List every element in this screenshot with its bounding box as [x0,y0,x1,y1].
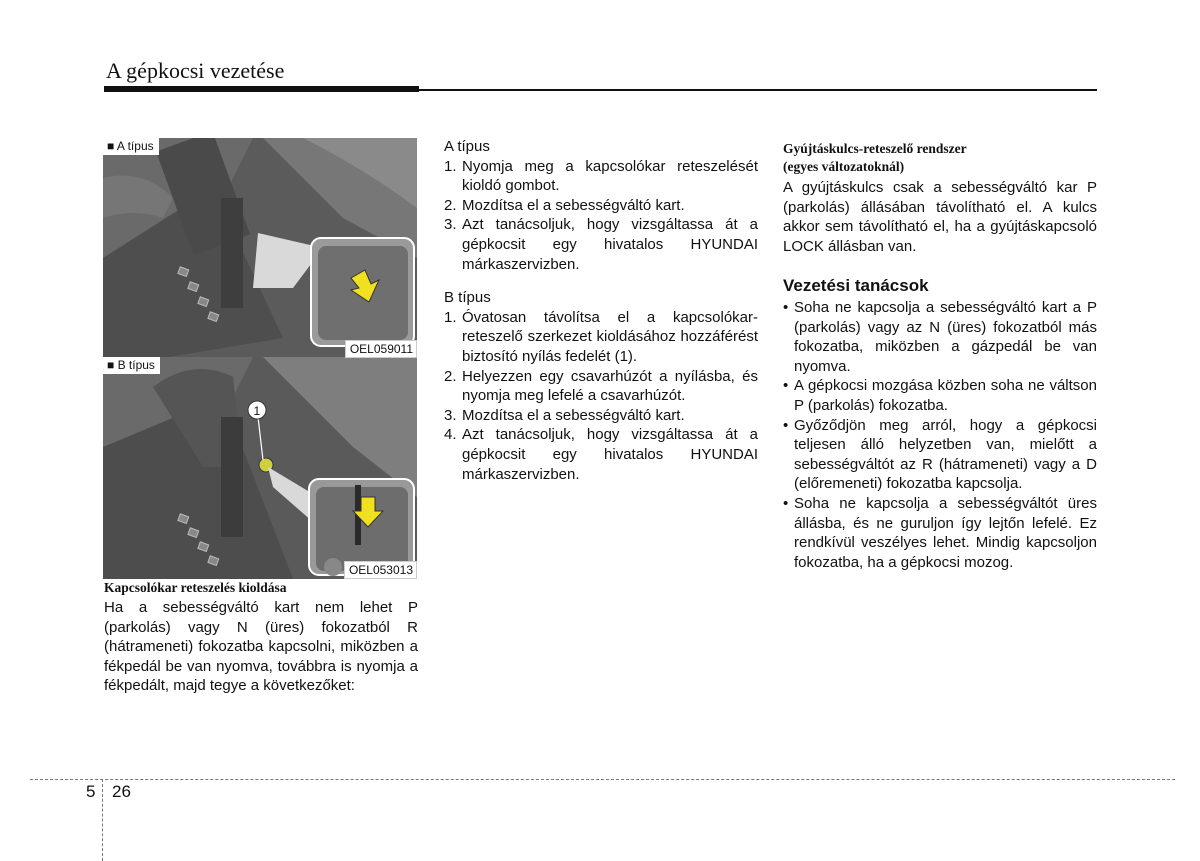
left-column [104,580,418,696]
type-a-title: A típus [444,138,490,155]
bullet-icon: • [783,494,789,512]
tip-text: A gépkocsi mozgása közben soha ne váltson P (parkolás) fokozatba. [794,377,1097,414]
type-a-steps [444,157,758,275]
ignition-heading-line-1: Gyújtáskulcs-reteszelő rendszer [783,141,967,156]
step-number: 2. [444,196,457,214]
shifter-illustration-a [103,138,417,358]
bullet-icon: • [783,377,789,395]
figure-code: OEL059011 [345,340,417,358]
tip-text: Soha ne kapcsolja a sebességváltót üres állásba, és ne guruljon így lejtőn lefelé. Ez rendkívül veszélyes lehet. Mindig kapcsoljon fokozatba, ha a gépkocsi mozog. [794,494,1097,571]
figure-code: OEL053013 [344,561,417,579]
list-item [783,298,1097,376]
figure-type-b [103,357,417,579]
list-item [444,406,758,426]
type-b-title: B típus [444,289,491,307]
step-text: Azt tanácsoljuk, hogy vizsgáltassa át a gépkocsit egy hivatalos HYUNDAI márkaszervizben. [462,216,758,273]
list-item [444,367,758,406]
step-text: Helyezzen egy csavarhúzót a nyílásba, és nyomja meg lefelé a csavarhúzót. [462,367,758,405]
bullet-icon: • [783,416,789,434]
driving-tips-list [783,298,1097,572]
type-b-steps [444,308,758,484]
list-item [444,196,758,216]
footer-divider [102,779,103,861]
chapter-number: 5 [86,782,96,801]
step-number: 2. [444,367,457,385]
ignition-lock-heading [783,140,1097,176]
tip-text: Győződjön meg arról, hogy a gépkocsi teljesen álló helyzetben van, mielőtt a sebességváltót az R (hátrameneti) vagy a D (előremeneti) fokozatba kapcsolja. [794,416,1097,493]
list-item [444,157,758,196]
figure-type-a [103,138,417,358]
header-bar [104,86,419,92]
list-item [783,494,1097,572]
list-item [783,376,1097,415]
step-text: Azt tanácsoljuk, hogy vizsgáltassa át a gépkocsit egy hivatalos HYUNDAI márkaszervizben. [462,426,758,483]
step-text: Mozdítsa el a sebességváltó kart. [462,406,685,424]
step-number: 1. [444,308,457,326]
right-column [783,140,1097,572]
list-item [444,308,758,367]
header-rule [419,89,1097,91]
step-text: Mozdítsa el a sebességváltó kart. [462,196,685,214]
shifter-illustration-b [103,357,417,579]
page-number: 26 [112,782,131,801]
tip-text: Soha ne kapcsolja a sebességváltó kart a P (parkolás) vagy az N (üres) fokozatból más fokozatba, miközben a gázpedál be van nyomva. [794,298,1097,375]
callout-number: 1 [253,404,261,418]
list-item [444,215,758,274]
middle-column [444,137,758,498]
step-number: 3. [444,216,457,234]
figure-label: ■ A típus [103,138,159,155]
step-number: 3. [444,406,457,424]
ignition-paragraph: A gyújtáskulcs csak a sebességváltó kar P (parkolás) állásában távolítható el. A kulcs akkor sem távolítható el, ha a gyújtáskapcsoló LOCK állásban van. [783,179,1097,255]
step-number: 4. [444,426,457,444]
section-heading: Kapcsolókar reteszelés kioldása [104,580,287,595]
footer-rule [30,779,1175,780]
step-text: Nyomja meg a kapcsolókar reteszelését kioldó gombot. [462,157,758,195]
step-text: Óvatosan távolítsa el a kapcsolókar-reteszelő szerkezet kioldásához hozzáférést biztosító nyílás fedelét (1). [462,308,758,365]
paragraph: Ha a sebességváltó kart nem lehet P (parkolás) vagy N (üres) fokozatból R (hátrameneti) fokozatba kapcsolni, miközben a fékpedál be van nyomva, továbbra is nyomja a fékpedált, majd tegye a következőket: [104,599,418,695]
list-item [783,416,1097,494]
ignition-heading-line-2: (egyes változatoknál) [783,159,905,174]
step-number: 1. [444,157,457,175]
page-header-title: A gépkocsi vezetése [106,58,285,83]
figure-label: ■ B típus [103,357,160,374]
driving-tips-heading: Vezetési tanácsok [783,276,929,296]
bullet-icon: • [783,298,789,316]
list-item [444,425,758,484]
